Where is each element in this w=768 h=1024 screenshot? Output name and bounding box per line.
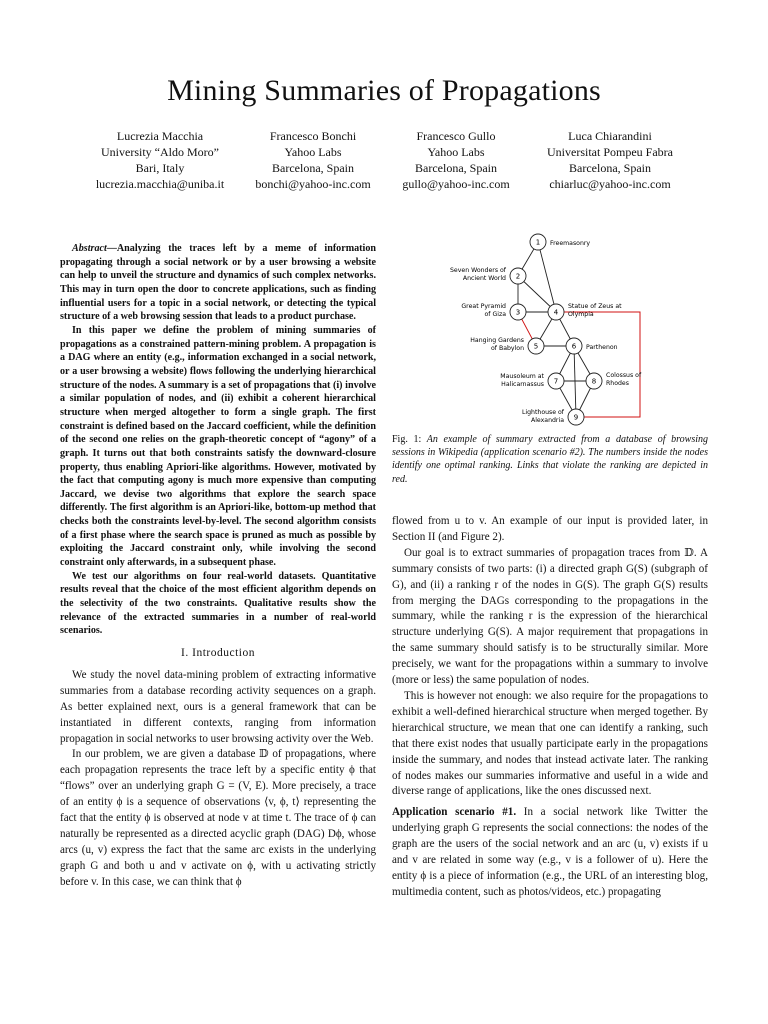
section-heading: I. Introduction — [181, 647, 255, 660]
paper-title: Mining Summaries of Propagations — [167, 74, 601, 107]
right-p4 — [392, 805, 708, 900]
left-column — [60, 242, 376, 891]
right-p1: flowed from u to v. An example of our input is provided later, in Section II (and Figure 2). — [392, 515, 708, 543]
right-p3: This is however not enough: we also require for the propagations to exhibit a well-defined hierarchical structure when merged together. By hierarchical structure, we mean that one can identify a ranking, such that there exist nodes that usually participate early in the propagations inside the summary, and nodes that instead activate later. The ranking of nodes makes our summaries informative and useful in a wide and diverse range of applications, like the ones discussed next. — [392, 689, 708, 798]
author-affiliation: Yahoo Labs — [427, 145, 485, 159]
abstract — [60, 242, 376, 638]
author-affiliation: University “Aldo Moro” — [101, 145, 219, 159]
node-label: Seven Wonders of Ancient World — [450, 267, 506, 282]
author-name: Francesco Bonchi — [269, 129, 357, 143]
node-rank: 8 — [591, 377, 597, 386]
graph-edge — [574, 346, 576, 417]
caption-text: An example of summary extracted from a database of browsing sessions in Wikipedia (application scenario #2). The numbers inside the nodes identify one optimal ranking. Links that violate the ranking are depicted in red. — [392, 434, 708, 485]
node-rank: 3 — [515, 308, 521, 317]
abstract-p3: We test our algorithms on four real-world datasets. Quantitative results reveal that the choice of the most efficient algorithm depends on the selectivity of the two constraints. Qualitative results show the relevance of the extracted summaries in a number of real-world scenarios. — [60, 570, 376, 637]
node-label: Mausoleum at Halicarnassus — [500, 373, 544, 388]
author-location: Barcelona, Spain — [415, 161, 497, 175]
right-column — [392, 514, 708, 901]
author-name: Lucrezia Macchia — [116, 129, 204, 143]
scenario-text: In a social network like Twitter the underlying graph G represents the social connections: the nodes of the graph are the users of the social network and an arc (u, v) exists if u and v are related in some way (e.g., v is a follower of u). Here the entity ϕ is a piece of information (e.g., the URL of an interesting blog, multimedia content, such as photos/videos, etc.) propagating — [392, 806, 708, 898]
node-label: Lighthouse of Alexandria — [521, 409, 564, 424]
node-rank: 9 — [573, 413, 579, 422]
author-4 — [510, 128, 710, 192]
abstract-p1: —Analyzing the traces left by a meme of information propagating through a social network or by a user browsing a website can help to unveil the structure and dynamics of such complex networks. This may in turn open the door to concrete applications, such as finding influential users for a topic in a social network, or detecting the typical structure of a web browsing session that leads to a product purchase. — [60, 243, 376, 323]
node-rank: 4 — [553, 308, 559, 317]
graph-edge — [538, 242, 556, 312]
node-rank: 1 — [535, 238, 541, 247]
node-label: Colossus of Rhodes — [606, 372, 642, 387]
node-rank: 2 — [515, 272, 521, 281]
author-email: chiarluc@yahoo-inc.com — [549, 177, 671, 191]
author-affiliation: Yahoo Labs — [284, 145, 342, 159]
caption-label: Fig. 1: — [392, 434, 422, 445]
node-rank: 7 — [553, 377, 559, 386]
author-email: gullo@yahoo-inc.com — [402, 177, 510, 191]
author-affiliation: Universitat Pompeu Fabra — [547, 145, 673, 159]
node-rank: 5 — [533, 342, 539, 351]
abstract-p2: In this paper we define the problem of mining summaries of propagations as a constrained pattern-mining problem. A propagation is a DAG where an entity (e.g., information exchanged in a social network, or a user browsing a website) flows following the underlying hierarchical structure of the nodes. A summary is a set of propagations that (i) involve a similar population of nodes, and (ii) exhibit a coherent hierarchical structure when merged altogether to form a single graph. The first constraint is defined based on the Jaccard coefficient, while the definition of the second one relies on the graph-theoretic concept of “agony” of a graph. It turns out that both constraints satisfy the downward-closure property, thus enabling Apriori-like algorithms. However, motivated by the fact that computing agony is much more expensive than computing Jaccard, we devise two algorithms that explore the search space differently. The first algorithm is an Apriori-like, bottom-up method that checks both the constraints level-by-level. The second algorithm consists of a first phase where the search space is pruned as much as possible by exploiting the Jaccard constraint only, while involving the second constraint only afterwards, in a subsequent phase. — [60, 324, 376, 569]
figure-caption — [392, 433, 708, 486]
node-label: Great Pyramid of Giza — [461, 303, 506, 318]
abstract-label: Abstract — [72, 243, 107, 254]
node-label: Parthenon — [586, 344, 618, 351]
author-name: Luca Chiarandini — [568, 129, 652, 143]
figure-graph — [392, 228, 708, 428]
node-label: Freemasonry — [550, 240, 591, 247]
author-name: Francesco Gullo — [416, 129, 496, 143]
author-location: Barcelona, Spain — [272, 161, 354, 175]
right-p2: Our goal is to extract summaries of propagation traces from 𝔻. A summary consists of two parts: (i) a directed graph G(S) (subgraph of G), and (ii) a ranking r of the nodes in G(S). The graph G(S) results from merging the DAGs corresponding to the propagations in the summary, while the ranking r is the expression of the hierarchical structure underlying G(S). A major requirement that propagations in the same summary should satisfy is to be structurally similar. More precisely, we want for the propagations within a summary to involve (more or less) the same population of nodes. — [392, 546, 708, 687]
author-location: Barcelona, Spain — [569, 161, 651, 175]
author-email: lucrezia.macchia@uniba.it — [95, 177, 225, 191]
author-location: Bari, Italy — [135, 161, 185, 175]
author-email: bonchi@yahoo-inc.com — [255, 177, 371, 191]
node-rank: 6 — [571, 342, 577, 351]
node-label: Statue of Zeus at Olympia — [568, 303, 622, 318]
intro-p1: We study the novel data-mining problem of extracting informative summaries from a database recording activity sequences on a graph. As better explained next, ours is a general framework that can be instantiated in different contexts, ranging from information propagation in social networks to user browsing activity over the Web. — [60, 668, 376, 745]
intro-p2: In our problem, we are given a database 𝔻 of propagations, where each propagation represents the trace left by a specific entity ϕ that “flows” over an underlying graph G = (V, E). More precisely, a trace of an entity ϕ is a sequence of observations ⟨v, ϕ, t⟩ representing the fact that the entity ϕ is observed at node v at time t. The trace of ϕ can naturally be represented as a directed acyclic graph (DAG) Dϕ, whose arcs (u, v) express the fact that the same arc exists in the underlying graph G and both u and v activate on ϕ, with u activating strictly before v. In this case, we can think that ϕ — [60, 748, 376, 888]
scenario-label: Application scenario #1. — [392, 806, 517, 819]
node-label: Hanging Gardens of Babylon — [470, 337, 524, 352]
